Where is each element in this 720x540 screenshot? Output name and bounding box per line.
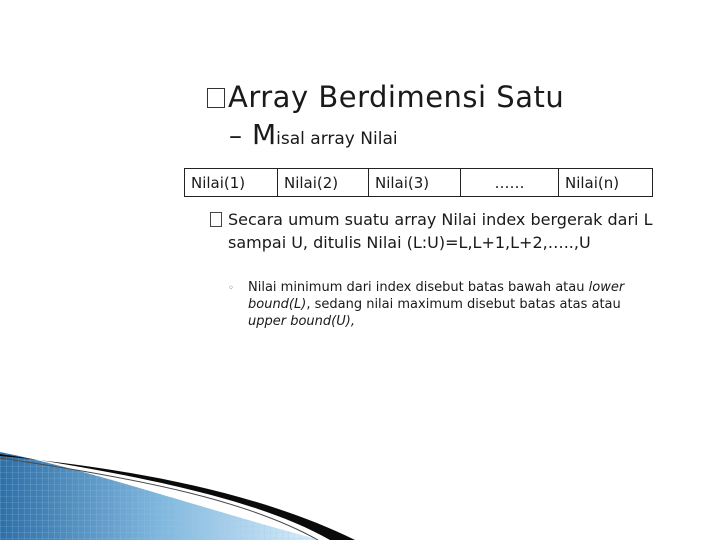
subtitle-dash: –	[229, 121, 242, 151]
array-cell-label: Nilai(n)	[565, 173, 620, 192]
sub-bullet-part-3: , sedang nilai maximum disebut batas atas atau	[306, 297, 621, 312]
missing-glyph-box-icon	[207, 88, 225, 108]
subtitle	[229, 118, 398, 151]
array-cell	[461, 169, 559, 197]
array-cell	[185, 169, 278, 197]
sub-bullet-part-1: Nilai minimum dari index disebut batas bawah atau	[248, 280, 589, 295]
array-cell-label: ……	[494, 173, 525, 192]
array-cell-label: Nilai(1)	[191, 173, 246, 192]
bullet-level-1	[210, 208, 680, 254]
slide-title	[207, 80, 564, 114]
array-cell-label: Nilai(2)	[284, 173, 339, 192]
title-text: Array Berdimensi Satu	[228, 80, 565, 114]
array-row	[185, 169, 653, 197]
array-cell-label: Nilai(3)	[375, 173, 430, 192]
decorative-swoosh	[0, 430, 720, 540]
sub-bullet-text	[248, 279, 648, 330]
array-table	[184, 168, 653, 197]
bullet-level-2	[228, 279, 648, 330]
subtitle-rest: isal array Nilai	[276, 129, 398, 149]
sub-bullet-lower-bound: lower bound(L)	[248, 280, 625, 312]
array-cell	[278, 169, 369, 197]
circle-bullet-icon: ◦	[228, 283, 234, 294]
array-cell	[559, 169, 653, 197]
missing-glyph-box-icon	[210, 212, 222, 227]
bullet-text: Secara umum suatu array Nilai index bergerak dari L sampai U, ditulis Nilai (L:U)=L,L+1,L+2,…..,U	[228, 210, 653, 252]
array-cell	[369, 169, 461, 197]
sub-bullet-upper-bound: upper bound(U),	[248, 314, 355, 329]
subtitle-first-letter: M	[252, 118, 277, 151]
